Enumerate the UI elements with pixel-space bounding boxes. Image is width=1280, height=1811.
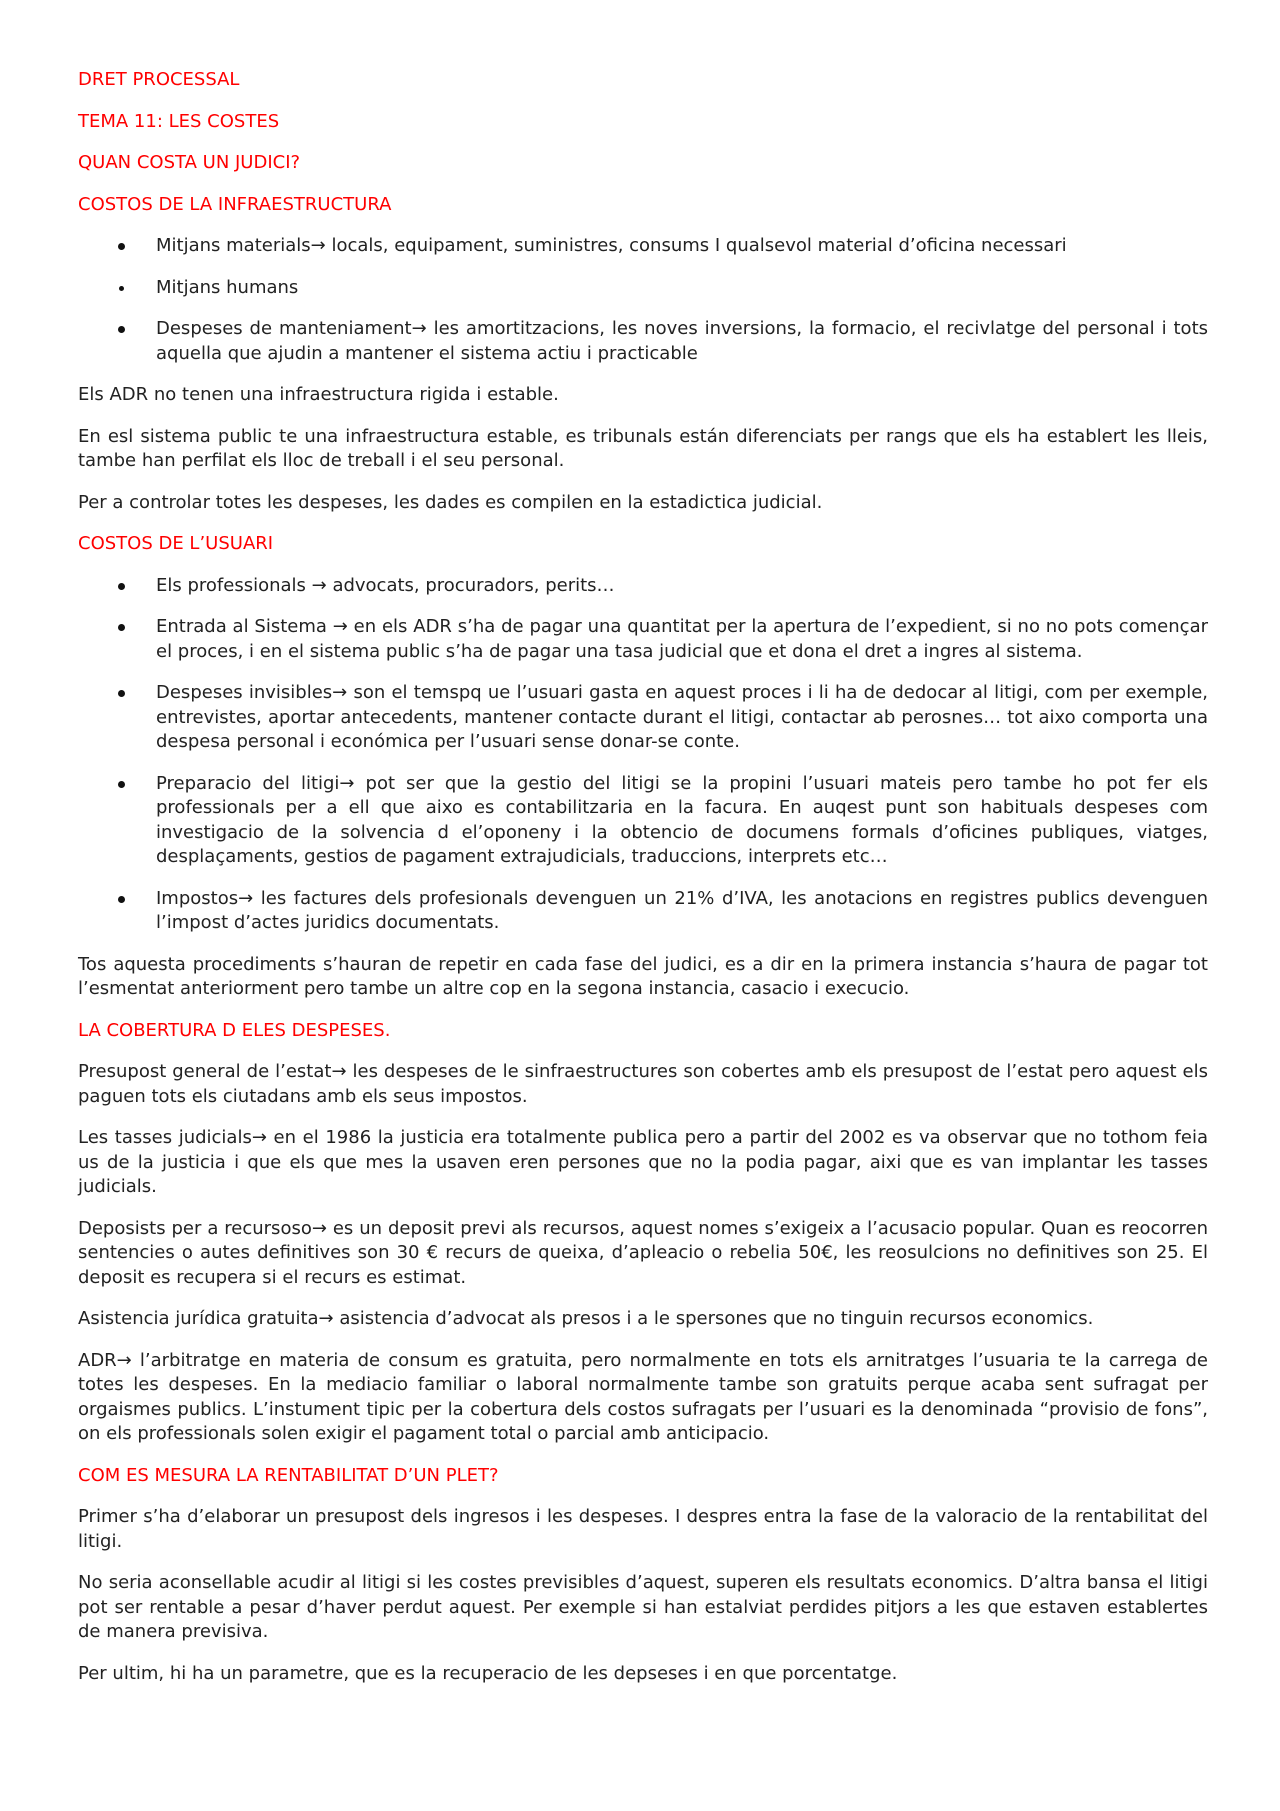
paragraph: Tos aquesta procediments s’hauran de repetir en cada fase del judici, es a dir en la primera instancia s’haura de pagar tot l’esmentat anteriorment pero tambe un altre cop en la segona instancia, casacio i execucio. (78, 953, 1208, 999)
paragraph: Asistencia jurídica gratuita→ asistencia d’advocat als presos i a le spersones que no tinguin recursos economics. (78, 1308, 1094, 1329)
paragraph: Per a controlar totes les despeses, les dades es compilen en la estadictica judicial. (78, 491, 823, 513)
bullet-icon (118, 583, 125, 590)
list-item: Despeses de manteniament→ les amortitzacions, les noves inversions, la formacio, el recivlatge del personal i tots aquella que ajudin a mantener el sistema actiu i practicable (78, 317, 1208, 366)
infrastructure-bullet-list (78, 234, 1208, 366)
paragraph: Per ultim, hi ha un parametre, que es la recuperacio de les depseses i en que porcentatge. (78, 1662, 898, 1684)
paragraph: Els ADR no tenen una infraestructura rigida i estable. (78, 384, 559, 405)
question-heading: QUAN COSTA UN JUDICI? (78, 152, 301, 173)
paragraph: Deposists per a recursoso→ es un deposit previ als recursos, aquest nomes s’exigeix a l’acusacio popular. Quan es reocorren sentencies o autes definitives son 30 € recurs de queixa, d’apleacio o rebelia 50€, les reosulcions no definitives son 25. El deposit es recupera si el recurs es estimat. (78, 1217, 1208, 1288)
bullet-icon (118, 243, 125, 250)
topic-heading: TEMA 11: LES COSTES (78, 110, 280, 132)
bullet-icon (118, 781, 125, 788)
bullet-icon (118, 896, 125, 903)
bullet-icon (119, 286, 124, 291)
list-item: Mitjans materials→ locals, equipament, suministres, consums I qualsevol material d’oficina necessari (78, 234, 1208, 259)
user-costs-bullet-list (78, 574, 1208, 936)
paragraph: En esl sistema public te una infraestructura estable, es tribunals están diferenciats per rangs que els ha establert les lleis, tambe han perfilat els lloc de treball i el seu personal. (78, 425, 1208, 471)
section-heading-infrastructure: COSTOS DE LA INFRAESTRUCTURA (78, 193, 392, 215)
paragraph: Les tasses judicials→ en el 1986 la justicia era totalmente publica pero a partir del 2002 es va observar que no tothom feia us de la justicia i que els que mes la usaven eren persones que no la podia pagar, aixi que es van implantar les tasses judicials. (78, 1127, 1208, 1197)
bullet-icon (118, 326, 125, 333)
bullet-icon (118, 624, 125, 631)
paragraph: Presupost general de l’estat→ les despeses de le sinfraestructures son cobertes amb els presupost de l’estat pero aquest els paguen tots els ciutadans amb els seus impostos. (78, 1061, 1208, 1107)
section-heading-profitability: COM ES MESURA LA RENTABILITAT D’UN PLET? (78, 1464, 499, 1486)
list-item: Despeses invisibles→ son el temspq ue l’usuari gasta en aquest proces i li ha de dedocar al litigi, com per exemple, entrevistes, aportar antecedents, mantener contacte durant el litigi, contactar ab perosnes… tot aixo comporta una despesa personal i económica per l’usuari sense donar-se conte. (78, 681, 1208, 755)
list-item: Els professionals → advocats, procuradors, perits… (78, 574, 1208, 599)
section-heading-user-costs: COSTOS DE L’USUARI (78, 533, 274, 554)
bullet-icon (118, 690, 125, 697)
section-heading-coverage: LA COBERTURA D ELES DESPESES. (78, 1019, 391, 1041)
list-item: Entrada al Sistema → en els ADR s’ha de pagar una quantitat per la apertura de l’expedient, si no no pots començar el proces, i en el sistema public s’ha de pagar una tasa judicial que et dona el dret a ingres al sistema. (78, 615, 1208, 664)
document-page (78, 68, 1208, 1703)
paragraph: No seria aconsellable acudir al litigi si les costes previsibles d’aquest, superen els resultats economics. D’altra bansa el litigi pot ser rentable a pesar d’haver perdut aquest. Per exemple si han estalviat perdides pitjors a les que estaven establertes de manera previsiva. (78, 1572, 1208, 1642)
paragraph: ADR→ l’arbitratge en materia de consum es gratuita, pero normalmente en tots els arnitratges l’usuaria te la carrega de totes les despeses. En la mediacio familiar o laboral normalmente tambe son gratuits perque acaba sent sufragat per orgaismes publics. L’instument tipic per la cobertura dels costos sufragats per l’usuari es la denominada “provisio de fons”, on els professionals solen exigir el pagament total o parcial amb anticipacio. (78, 1349, 1208, 1444)
paragraph: Primer s’ha d’elaborar un presupost dels ingresos i les despeses. I despres entra la fase de la valoracio de la rentabilitat del litigi. (78, 1506, 1208, 1552)
list-item: Preparacio del litigi→ pot ser que la gestio del litigi se la propini l’usuari mateis pero tambe ho pot fer els professionals per a ell que aixo es contabilitzaria en la facura. En auqest punt son habituals despeses com investigacio de la solvencia d el’oponeny i la obtencio de documens formals d’oficines publiques, viatges, desplaçaments, gestios de pagament extrajudicials, traduccions, interprets etc… (78, 772, 1208, 870)
document-title: DRET PROCESSAL (78, 69, 240, 90)
list-item: Mitjans humans (78, 276, 1208, 301)
list-item: Impostos→ les factures dels profesionals devenguen un 21% d’IVA, les anotacions en registres publics devenguen l’impost d’actes juridics documentats. (78, 887, 1208, 936)
